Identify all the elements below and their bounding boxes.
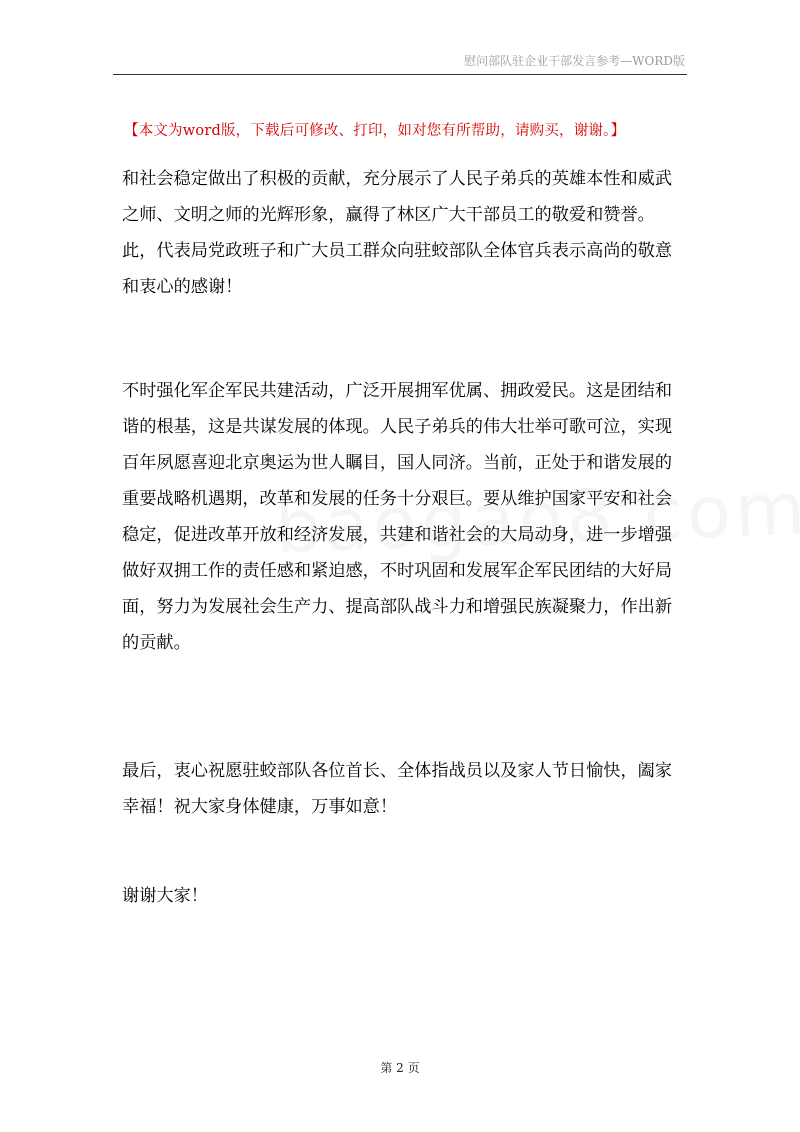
paragraph-1: [122, 161, 682, 305]
paragraph-text: 谢谢大家！: [122, 886, 208, 906]
header-divider: [113, 74, 687, 75]
paragraph-text: 和社会稳定做出了积极的贡献，充分展示了人民子弟兵的英雄本性和威武之师、文明之师的光辉形象，赢得了林区广大干部员工的敬爱和赞誉。此，代表局党政班子和广大员工群众向驻蛟部队全体官兵表示高尚的敬意和衷心的感谢！: [122, 169, 673, 297]
paragraph-2: [122, 373, 682, 661]
page-number: 第 2 页: [380, 1061, 420, 1075]
paragraph-text: 不时强化军企军民共建活动，广泛开展拥军优属、拥政爱民。这是团结和谐的根基，这是共谋发展的体现。人民子弟兵的伟大壮举可歌可泣，实现百年夙愿喜迎北京奥运为世人瞩目，国人同济。当前，正处于和谐发展的重要战略机遇期，改革和发展的任务十分艰巨。要从维护国家平安和社会稳定，促进改革开放和经济发展，共建和谐社会的大局动身，进一步增强做好双拥工作的责任感和紧迫感，不时巩固和发展军企军民团结的大好局面，努力为发展社会生产力、提高部队战斗力和增强民族凝聚力，作出新的贡献。: [122, 381, 673, 653]
paragraph-4: [122, 878, 682, 914]
header-title: 慰问部队驻企业干部发言参考—WORD版: [464, 54, 685, 68]
download-notice: 【本文为word版，下载后可修改、打印，如对您有所帮助，请购买，谢谢。】: [124, 123, 626, 139]
paragraph-text: 最后，衷心祝愿驻蛟部队各位首长、全体指战员以及家人节日愉快，阖家幸福！祝大家身体健康，万事如意！: [122, 761, 673, 817]
paragraph-3: [122, 753, 682, 825]
